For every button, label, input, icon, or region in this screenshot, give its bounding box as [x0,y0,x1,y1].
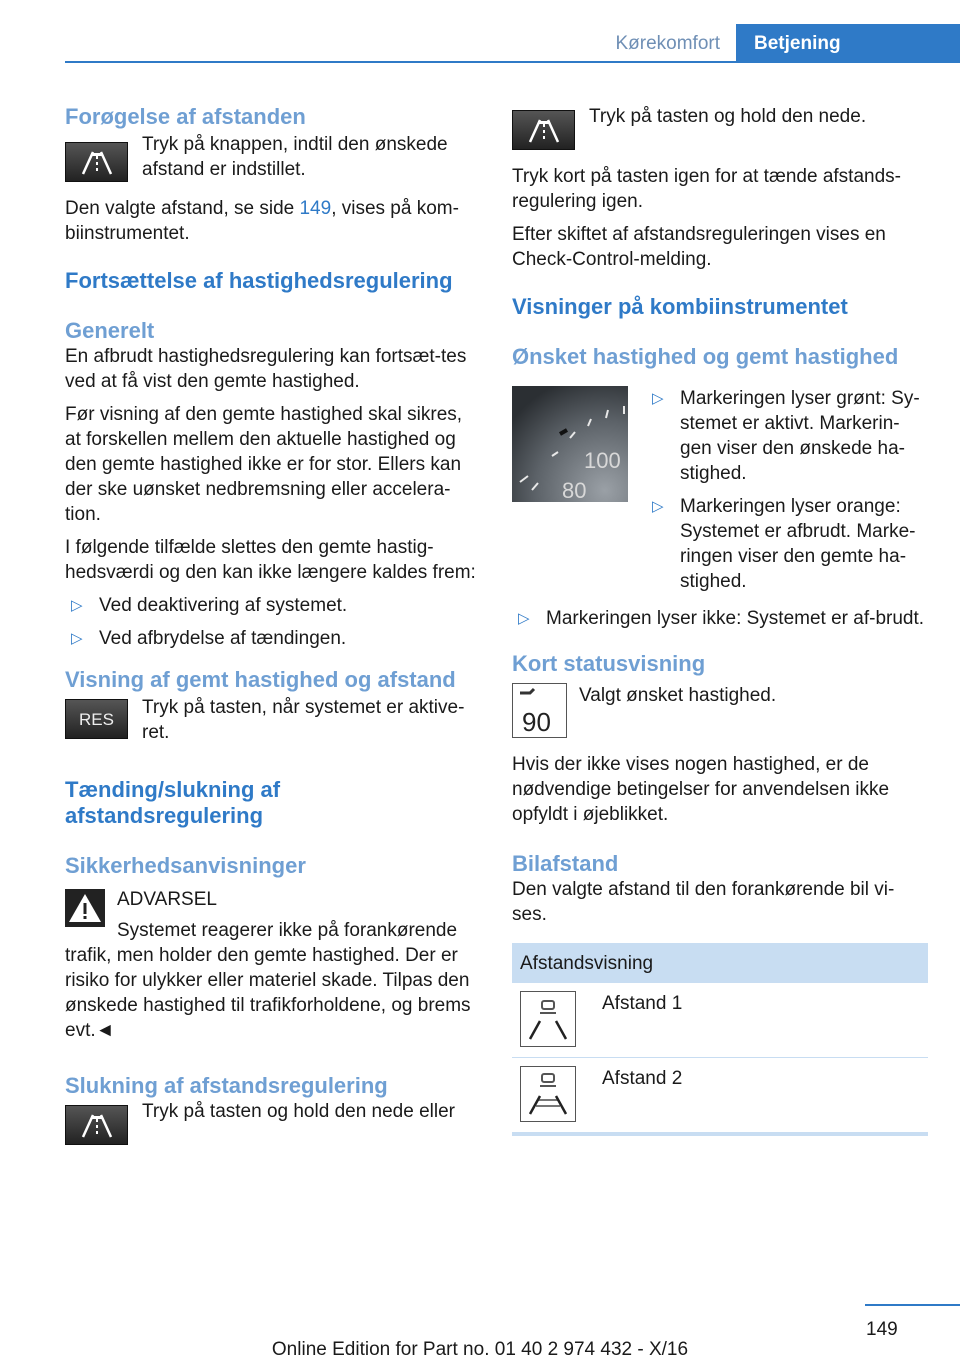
subtitle-desired-saved-speed: Ønsket hastighed og gemt hastighed [512,344,899,369]
distance-key-icon [65,142,128,182]
header-chapter-tab: Betjening [736,24,960,62]
speedo-label-80: 80 [562,478,587,502]
left-column [65,100,480,1145]
status-text: Valgt ønsket hastighed. [579,685,777,706]
speed-status-icon [512,683,567,738]
list-item: ▷ Markeringen lyser grønt: Sy-stemet er aktivt. Markerin-gen viser den ønskede ha-stighed. [652,388,920,484]
speedo-label-100: 100 [584,448,621,473]
warning-title: ADVARSEL [117,889,217,910]
switch-off-text: Tryk på tasten og hold den nede eller [142,1101,455,1122]
res-key-icon: RES [65,699,128,739]
list-item: ▷ Ved afbrydelse af tændingen. [71,628,347,649]
distance-1-icon [520,991,576,1047]
distance-key-icon [65,1105,128,1145]
right-column [512,100,928,1136]
section-title-short-status: Kort statusvisning [512,651,706,676]
distance-key-icon [512,110,575,150]
status-speed-value: 90 [522,707,551,737]
distance-2-icon [520,1066,576,1122]
table-row [512,1058,928,1135]
res-key-row [65,695,480,745]
marker-bullet-list-2 [512,606,928,631]
subtitle-general: Generelt [65,318,155,343]
resume-para-3: I følgende tilfælde slettes den gemte hastig-hedsværdi og den kan ikke længere kaldes frem: [65,537,476,583]
car-distance-para: Den valgte afstand til den forankørende bil vi-ses. [512,879,895,925]
switch-off-key-row [65,1101,480,1145]
warning-row [65,887,480,943]
list-item: ▷ Markeringen lyser orange: Systemet er afbrudt. Marke-ringen viser den gemte ha-stighed. [652,496,916,592]
warning-body: trafik, men holder den gemte hastighed. Der er risiko for ulykker eller materiel skade. Tilpas den ønskede hastighed til trafikforholdene, og brems evt.◄ [65,945,471,1041]
triangle-bullet-icon: ▷ [71,597,83,614]
res-key-text: Tryk på tasten, når systemet er aktive-ret. [142,697,465,743]
header-rule [65,61,960,63]
triangle-bullet-icon: ▷ [518,610,530,627]
section-title-cluster-displays: Visninger på kombiinstrumentet [512,294,848,319]
short-press-para: Tryk kort på tasten igen for at tænde afstands-regulering igen. [512,166,901,212]
status-row [512,683,928,738]
section-title-switch-off: Slukning af afstandsregulering [65,1073,388,1098]
section-title-resume-cruise: Fortsættelse af hastighedsregulering [65,268,453,293]
footer-rule [865,1304,960,1306]
hold-key-text: Tryk på tasten og hold den nede. [589,106,867,127]
increase-distance-text: Tryk på knappen, indtil den ønskede afstand er indstillet. [142,134,448,180]
subtitle-safety: Sikkerhedsanvisninger [65,853,306,878]
distance-1-label: Afstand 1 [594,983,928,1058]
edition-note: Online Edition for Part no. 01 40 2 974 432 - X/16 [271,1339,689,1360]
page-link-149[interactable]: 149 [299,198,332,219]
section-title-show-saved: Visning af gemt hastighed og afstand [65,667,456,692]
page-number: 149 [866,1319,898,1340]
warning-triangle-icon [65,889,105,927]
section-title-car-distance: Bilafstand [512,851,619,876]
distance-table [512,943,928,1136]
warning-first-line: Systemet reagerer ikke på forankørende [117,920,458,941]
speedometer-image [512,386,628,502]
distance-2-label: Afstand 2 [594,1058,928,1135]
list-item: ▷ Markeringen lyser ikke: Systemet er af-brudt. [518,608,925,629]
warning-header [117,887,457,943]
marker-bullet-list [646,386,928,602]
status-para: Hvis der ikke vises nogen hastighed, er de nødvendige betingelser for anvendelsen ikke opfyldt i øjeblikket. [512,754,890,825]
table-header: Afstandsvisning [512,943,928,983]
triangle-bullet-icon: ▷ [652,498,664,515]
distance-reference-para: Den valgte afstand, se side 149, vises på kom-biinstrumentet. [65,198,459,244]
table-row [512,983,928,1058]
check-control-para: Efter skiftet af afstandsreguleringen vises en Check-Control-melding. [512,224,886,270]
list-item: ▷ Ved deaktivering af systemet. [71,595,348,616]
header-section-tab: Kørekomfort [615,32,720,54]
section-title-toggle-distance: Tænding/slukning af afstandsregulering [65,777,281,828]
resume-para-2: Før visning af den gemte hastighed skal sikres, at forskellen mellem den aktuelle hastighed og den gemte hastighed ikke er for stor. Ellers kan der ske uønsket nedbremsning eller accelera-tion. [65,404,463,525]
resume-para-1: En afbrudt hastighedsregulering kan fortsæt-tes ved at få vist den gemte hastighed. [65,346,467,392]
triangle-bullet-icon: ▷ [71,630,83,647]
triangle-bullet-icon: ▷ [652,390,664,407]
distance-key-row [65,132,480,182]
speedo-row [512,386,928,602]
section-title-increase-distance: Forøgelse af afstanden [65,104,306,129]
resume-bullet-list [65,593,480,651]
hold-key-row [512,104,928,150]
